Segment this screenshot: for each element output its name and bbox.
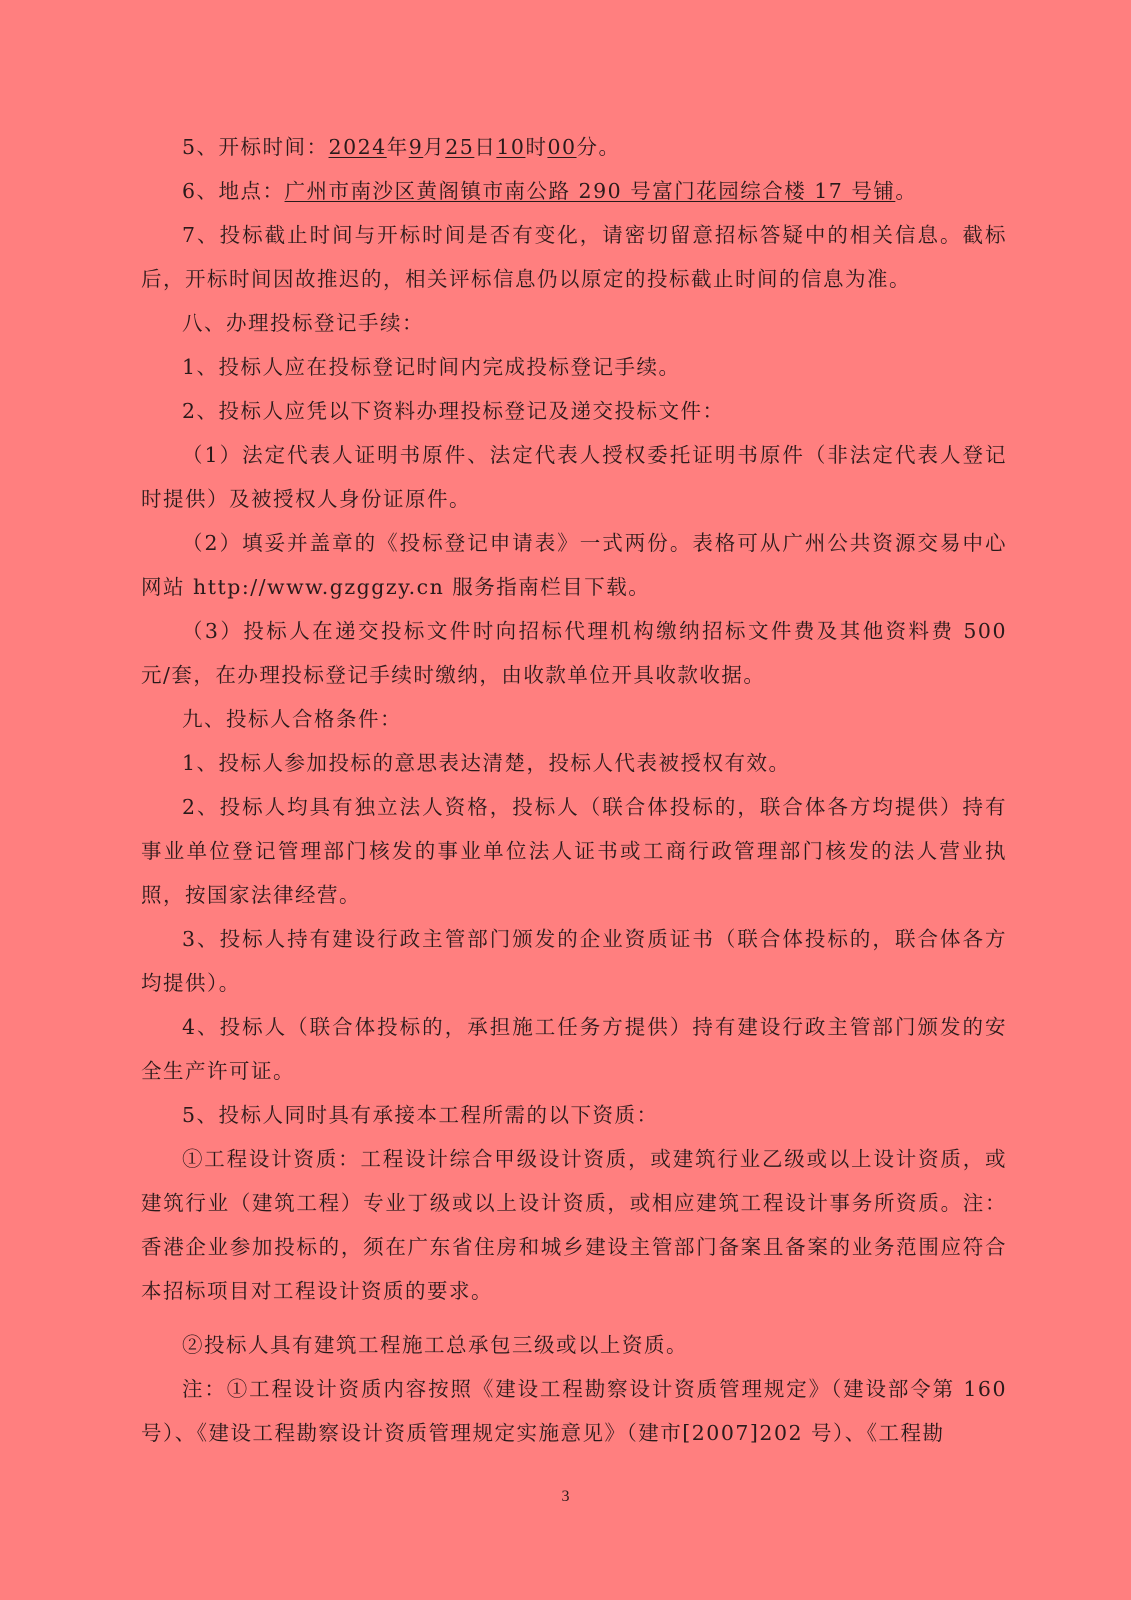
section-8-sub-1: （1）法定代表人证明书原件、法定代表人授权委托证明书原件（非法定代表人登记时提供）及被授权人身份证原件。 bbox=[141, 443, 1007, 511]
year-unit: 年 bbox=[386, 135, 409, 159]
opening-time-line bbox=[141, 125, 1007, 169]
minute-unit: 分。 bbox=[576, 135, 621, 159]
location-line bbox=[141, 169, 1007, 213]
month-unit: 月 bbox=[423, 135, 446, 159]
page-number: 3 bbox=[561, 1488, 570, 1505]
section-8-sub-2: （2）填妥并盖章的《投标登记申请表》一式两份。表格可从广州公共资源交易中心网站 http://www.gzggzy.cn 服务指南栏目下载。 bbox=[141, 531, 1007, 599]
opening-minute: 00 bbox=[547, 135, 577, 159]
opening-month: 9 bbox=[408, 135, 424, 159]
section-9-item-5: 5、投标人同时具有承接本工程所需的以下资质： bbox=[182, 1103, 659, 1127]
opening-day: 25 bbox=[445, 135, 475, 159]
qualification-note: 注：①工程设计资质内容按照《建设工程勘察设计资质管理规定》（建设部令第 160 号）、《建设工程勘察设计资质管理规定实施意见》（建市[2007]202 号）、《工程勘 bbox=[141, 1377, 1007, 1445]
section-8-sub-3: （3）投标人在递交投标文件时向招标代理机构缴纳招标文件费及其他资料费 500 元/套，在办理投标登记手续时缴纳，由收款单位开具收款收据。 bbox=[141, 619, 1007, 687]
section-8-item-1: 1、投标人应在投标登记时间内完成投标登记手续。 bbox=[182, 355, 681, 379]
location-label: 6、地点： bbox=[182, 179, 285, 203]
section-9-item-3: 3、投标人持有建设行政主管部门颁发的企业资质证书（联合体投标的，联合体各方均提供）。 bbox=[141, 927, 1007, 995]
day-unit: 日 bbox=[474, 135, 497, 159]
section-8-item-2: 2、投标人应凭以下资料办理投标登记及递交投标文件： bbox=[182, 399, 725, 423]
opening-hour: 10 bbox=[496, 135, 526, 159]
section-9-item-2: 2、投标人均具有独立法人资格，投标人（联合体投标的，联合体各方均提供）持有事业单位登记管理部门核发的事业单位法人证书或工商行政管理部门核发的法人营业执照，按国家法律经营。 bbox=[141, 795, 1007, 907]
section-9-item-1: 1、投标人参加投标的意思表达清楚，投标人代表被授权有效。 bbox=[182, 751, 791, 775]
qualification-1: ①工程设计资质：工程设计综合甲级设计资质，或建筑行业乙级或以上设计资质，或建筑行业（建筑工程）专业丁级或以上设计资质，或相应建筑工程设计事务所资质。注：香港企业参加投标的，须在广东省住房和城乡建设主管部门备案且备案的业务范围应符合本招标项目对工程设计资质的要求。 bbox=[141, 1147, 1007, 1303]
item-7-paragraph: 7、投标截止时间与开标时间是否有变化，请密切留意招标答疑中的相关信息。截标后，开标时间因故推迟的，相关评标信息仍以原定的投标截止时间的信息为准。 bbox=[141, 223, 1007, 291]
section-8-heading: 八、办理投标登记手续： bbox=[182, 311, 424, 335]
location-address: 广州市南沙区黄阁镇市南公路 290 号富门花园综合楼 17 号铺 bbox=[284, 179, 896, 203]
hour-unit: 时 bbox=[525, 135, 548, 159]
document-body bbox=[141, 125, 1007, 1455]
section-9-item-4: 4、投标人（联合体投标的，承担施工任务方提供）持有建设行政主管部门颁发的安全生产许可证。 bbox=[141, 1015, 1007, 1083]
opening-time-label: 5、开标时间： bbox=[182, 135, 329, 159]
location-suffix: 。 bbox=[895, 179, 918, 203]
section-9-heading: 九、投标人合格条件： bbox=[182, 707, 402, 731]
opening-year: 2024 bbox=[328, 135, 387, 159]
qualification-2: ②投标人具有建筑工程施工总承包三级或以上资质。 bbox=[182, 1333, 688, 1357]
